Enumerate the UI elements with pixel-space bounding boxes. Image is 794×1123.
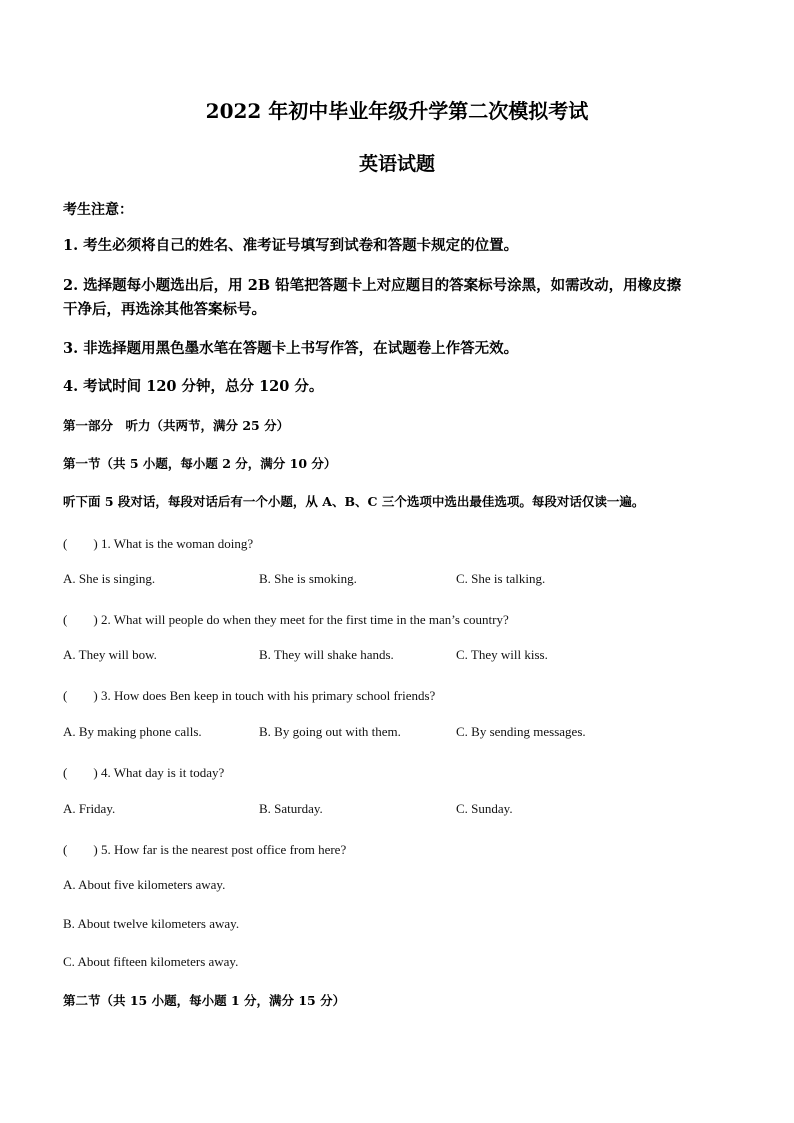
question-text: 1. What is the woman doing? [101,536,254,551]
section1-title: 第一节（共 5 小题，每小题 2 分，满分 10 分） [63,456,337,471]
exam-title: 2022 年初中毕业年级升学第二次模拟考试 [205,99,589,123]
q1-option-b: B. She is smoking. [259,571,357,586]
exam-subtitle: 英语试题 [358,153,435,175]
note-item-2-cont: 干净后，再选涂其他答案标号。 [63,301,266,318]
q2-option-c: C. They will kiss. [456,647,548,662]
q4-option-c: C. Sunday. [456,801,513,816]
question-5 [63,839,346,858]
q1-option-a: A. She is singing. [63,571,156,586]
q1-option-c: C. She is talking. [456,571,546,586]
q3-option-c: C. By sending messages. [456,724,586,739]
q4-option-b: B. Saturday. [259,801,323,816]
answer-blank: ( ) [63,612,98,627]
q5-option-b: B. About twelve kilometers away. [63,916,240,931]
question-4 [63,762,224,781]
section1-instruction: 听下面 5 段对话，每段对话后有一个小题，从 A、B、C 三个选项中选出最佳选项。每段对话仅读一遍。 [63,494,645,509]
q2-option-b: B. They will shake hands. [259,647,394,662]
question-text: 2. What will people do when they meet for the first time in the man’s country? [101,612,509,627]
q5-option-a: A. About five kilometers away. [63,877,226,892]
answer-blank: ( ) [63,536,98,551]
q4-option-a: A. Friday. [63,801,116,816]
q3-option-b: B. By going out with them. [259,724,401,739]
section2-title: 第二节（共 15 小题，每小题 1 分，满分 15 分） [63,993,346,1008]
q3-option-a: A. By making phone calls. [63,724,202,739]
notes-label: 考生注意： [63,202,133,218]
q5-option-c: C. About fifteen kilometers away. [63,954,239,969]
note-item-2: 2. 选择题每小题选出后，用 2B 铅笔把答题卡上对应题目的答案标号涂黑，如需改动，用橡皮擦 [63,277,682,294]
part1-title: 第一部分 听力（共两节，满分 25 分） [63,418,290,433]
answer-blank: ( ) [63,688,98,703]
question-text: 4. What day is it today? [101,765,225,780]
answer-blank: ( ) [63,842,98,857]
question-text: 5. How far is the nearest post office from here? [101,842,347,857]
answer-blank: ( ) [63,765,98,780]
note-item-1: 1. 考生必须将自己的姓名、准考证号填写到试卷和答题卡规定的位置。 [63,237,519,254]
question-text: 3. How does Ben keep in touch with his primary school friends? [101,688,436,703]
question-2 [63,609,509,628]
q2-option-a: A. They will bow. [63,647,157,662]
note-item-4: 4. 考试时间 120 分钟，总分 120 分。 [63,378,324,395]
note-item-3: 3. 非选择题用黑色墨水笔在答题卡上书写作答，在试题卷上作答无效。 [63,340,519,357]
question-3 [63,685,435,704]
question-1 [63,533,253,552]
